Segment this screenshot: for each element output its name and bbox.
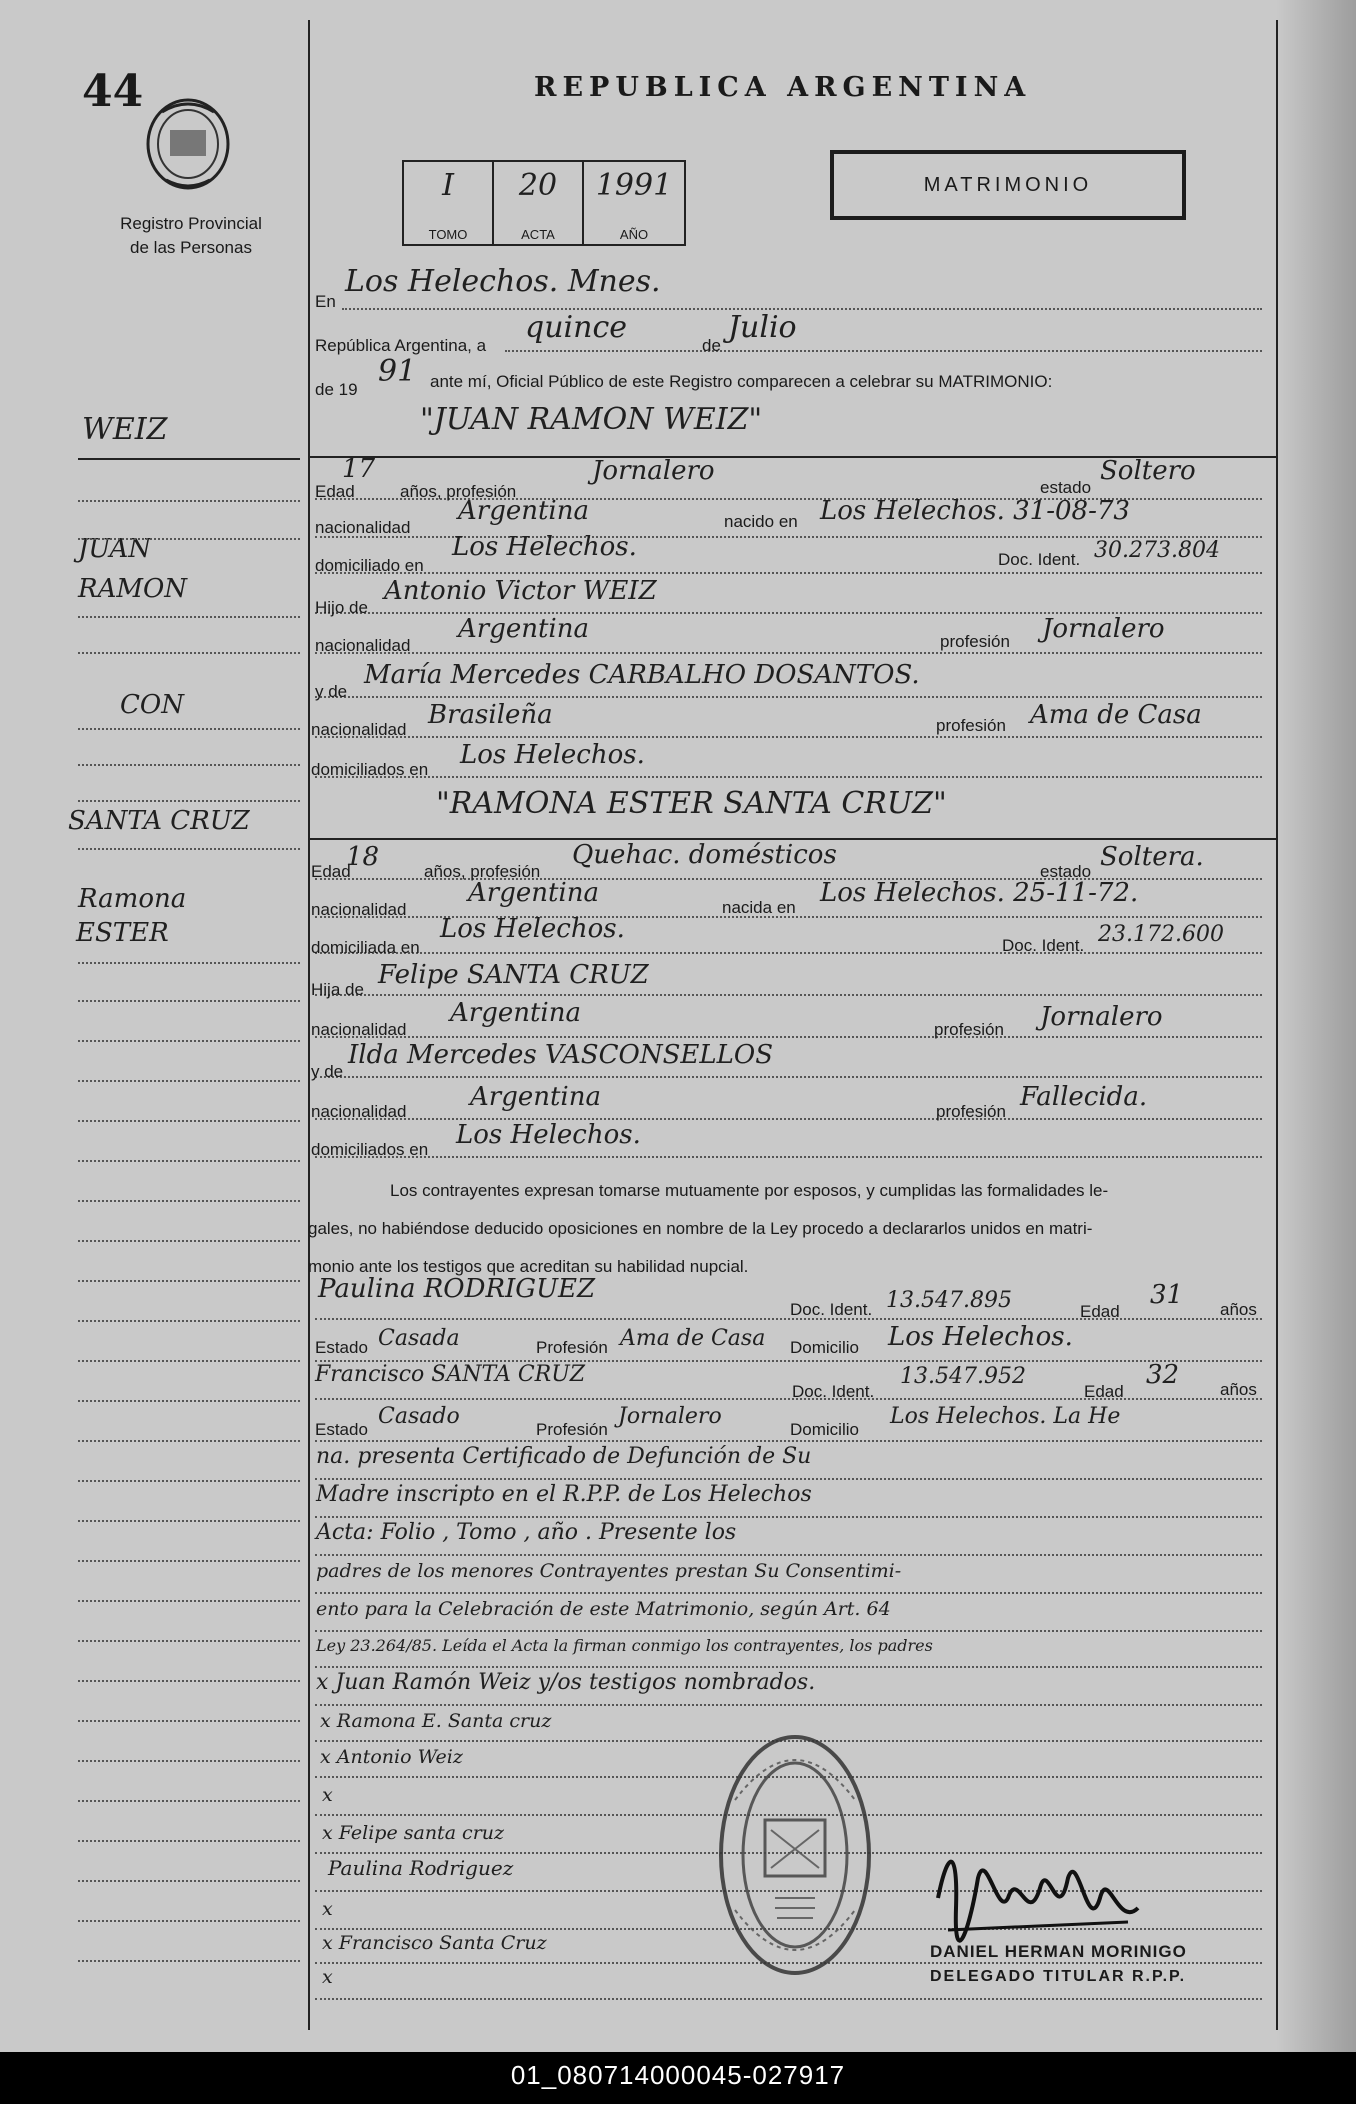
margin-groom-surname: WEIZ [82,412,168,447]
signature-3: x [322,1784,333,1806]
bride-profession: Quehac. domésticos [572,840,837,870]
bride-father-nationality-label: nacionalidad [311,1020,407,1039]
bride-parents-domicile: Los Helechos. [456,1120,641,1150]
witness-2-doc: 13.547.952 [900,1364,1026,1389]
groom-father: Antonio Victor WEIZ [384,576,657,606]
witness-1-profession-label: Profesión [536,1338,608,1357]
groom-mother-profession-label: profesión [936,716,1006,735]
bride-mother-profession: Fallecida. [1020,1082,1148,1112]
right-border [1276,20,1278,2030]
bride-nationality: Argentina [468,878,599,908]
groom-doc: 30.273.804 [1094,538,1220,563]
groom-father-label: Hijo de [315,598,368,617]
witness-1-doc-label: Doc. Ident. [790,1300,873,1319]
witness-2-status: Casado [378,1404,460,1429]
book-reference-box [402,160,686,246]
signature-4: x Felipe santa cruz [322,1822,505,1844]
margin-bride-name-2: ESTER [76,918,169,948]
witness-2-status-label: Estado [315,1420,368,1439]
record-type-box: MATRIMONIO [830,150,1186,220]
note-line-1: na. presenta Certificado de Defunción de Su [316,1444,812,1469]
registry-name [96,212,286,260]
groom-father-profession: Jornalero [1042,614,1165,644]
signature-7: x Francisco Santa Cruz [322,1932,547,1954]
ano-label: AÑO [619,227,649,242]
registry-seal-icon [715,1730,875,1980]
witness-1-age-label: Edad [1080,1302,1120,1321]
bride-mother-label: y de [311,1062,344,1081]
witness-1-anos-label: años [1220,1300,1257,1319]
groom-profession-label: años, profesión [400,482,517,501]
groom-birth: Los Helechos. 31-08-73 [820,496,1130,526]
registry-line-1: Registro Provincial [120,214,262,233]
declaration-text [308,1172,1264,1286]
page-shadow [1276,0,1356,2052]
month-value: Julio [728,310,797,345]
witness-1-name: Paulina RODRIGUEZ [318,1274,596,1304]
year-suffix: 91 [378,354,417,389]
witness-2-age: 32 [1146,1360,1180,1390]
witness-1-status: Casada [378,1326,460,1351]
bride-doc: 23.172.600 [1098,922,1224,947]
year-prefix: de 19 [315,380,358,399]
groom-status: Soltero [1100,456,1196,486]
groom-mother-nationality-label: nacionalidad [311,720,407,739]
witness-1-domicile-label: Domicilio [790,1338,859,1357]
officer-title: DELEGADO TITULAR R.P.P. [930,1968,1187,1985]
bride-father-nationality: Argentina [450,998,581,1028]
groom-domicile-label: domiciliado en [315,556,424,575]
groom-profession: Jornalero [592,456,715,486]
witness-2-doc-label: Doc. Ident. [792,1382,875,1401]
margin-bride-surname: SANTA CRUZ [68,806,250,836]
groom-parents-domicile: Los Helechos. [460,740,645,770]
margin-con: CON [120,690,184,720]
groom-mother-nationality: Brasileña [428,700,553,730]
groom-parents-domicile-label: domiciliados en [311,760,429,779]
note-line-7: x Juan Ramón Weiz y/os testigos nombrados. [316,1670,816,1695]
groom-age: 17 [342,454,376,484]
witness-2-anos-label: años [1220,1380,1257,1399]
signature-6: x [322,1898,333,1920]
groom-father-nationality-label: nacionalidad [315,636,411,655]
ano-value: 1991 [595,168,673,203]
groom-full-name: "JUAN RAMON WEIZ" [420,402,763,437]
signature-5: Paulina Rodriguez [328,1856,514,1880]
declaration-line-1: Los contrayentes expresan tomarse mutuamente por esposos, y cumplidas las formalidades le- [390,1181,1109,1200]
groom-nationality: Argentina [458,496,589,526]
bride-father-profession-label: profesión [934,1020,1004,1039]
officer-name: DANIEL HERMAN MORINIGO [930,1942,1187,1961]
en-label: En [315,292,336,311]
margin-bride-name-1: Ramona [78,884,187,914]
registry-line-2: de las Personas [130,238,252,257]
document-code: 01_080714000045-027917 [510,2060,846,2090]
bride-status: Soltera. [1100,842,1204,872]
bride-born-label: nacida en [722,898,796,917]
bride-father: Felipe SANTA CRUZ [378,960,649,990]
bride-mother-nationality-label: nacionalidad [311,1102,407,1121]
groom-status-label: estado [1040,478,1092,497]
bride-mother-profession-label: profesión [936,1102,1006,1121]
declaration-line-3: monio ante los testigos que acreditan su habilidad nupcial. [308,1257,749,1276]
province-crest-icon [142,92,234,192]
witness-1-age: 31 [1150,1280,1184,1310]
witness-2-profession-label: Profesión [536,1420,608,1439]
bride-nationality-label: nacionalidad [311,900,407,919]
signature-1: x Ramona E. Santa cruz [320,1710,552,1732]
bride-status-label: estado [1040,862,1092,881]
de-label: de [702,336,721,355]
country-title: REPUBLICA ARGENTINA [534,72,1032,103]
intro-statement: ante mí, Oficial Público de este Registro comparecen a celebrar su MATRIMONIO: [430,372,1053,391]
bride-age: 18 [346,842,380,872]
witness-1-domicile: Los Helechos. [888,1322,1073,1352]
note-line-2: Madre inscripto en el R.P.P. de Los Helechos [316,1482,812,1507]
note-line-4: padres de los menores Contrayentes prestan Su Consentimi- [316,1560,902,1582]
witness-2-name: Francisco SANTA CRUZ [315,1362,586,1387]
tomo-value: I [442,168,454,203]
note-line-3: Acta: Folio , Tomo , año . Presente los [316,1520,737,1545]
bride-profession-label: años, profesión [424,862,541,881]
groom-born-label: nacido en [724,512,798,531]
margin-groom-name-2: RAMON [78,574,188,604]
witness-1-status-label: Estado [315,1338,368,1357]
groom-mother-profession: Ama de Casa [1030,700,1202,730]
margin-divider [308,20,310,2030]
witness-2-domicile: Los Helechos. La He [890,1404,1121,1429]
bride-father-label: Hija de [311,980,364,999]
republica-label: República Argentina, a [315,336,487,355]
bride-domicile-label: domiciliada en [311,938,420,957]
acta-value: 20 [518,168,558,203]
officer-signature-icon [928,1838,1148,1948]
acta-label: ACTA [521,227,555,242]
signature-2: x Antonio Weiz [320,1746,463,1768]
bride-full-name: "RAMONA ESTER SANTA CRUZ" [436,786,947,821]
groom-doc-label: Doc. Ident. [998,550,1081,569]
bride-birth: Los Helechos. 25-11-72. [820,878,1139,908]
bride-father-profession: Jornalero [1040,1002,1163,1032]
bride-mother: Ilda Mercedes VASCONSELLOS [348,1040,774,1070]
witness-1-doc: 13.547.895 [886,1288,1012,1313]
groom-nationality-label: nacionalidad [315,518,411,537]
signature-8: x [322,1966,333,1988]
bride-mother-nationality: Argentina [470,1082,601,1112]
declaration-line-2: gales, no habiéndose deducido oposiciones en nombre de la Ley procedo a declararlos unidos en matri- [308,1219,1093,1238]
bride-age-label: Edad [311,862,351,881]
margin-groom-name-1: JUAN [78,534,152,564]
witness-1-profession: Ama de Casa [620,1326,766,1351]
groom-mother-label: y de [315,682,348,701]
witness-2-domicile-label: Domicilio [790,1420,859,1439]
folio-number: 44 [82,66,144,117]
tomo-label: TOMO [428,227,468,242]
bride-doc-label: Doc. Ident. [1002,936,1085,955]
witness-2-profession: Jornalero [618,1404,722,1429]
note-line-5: ento para la Celebración de este Matrimonio, según Art. 64 [316,1598,891,1620]
place-value: Los Helechos. Mnes. [345,264,661,299]
bride-domicile: Los Helechos. [440,914,625,944]
groom-father-nationality: Argentina [458,614,589,644]
groom-domicile: Los Helechos. [452,532,637,562]
groom-age-label: Edad [315,482,355,501]
groom-father-profession-label: profesión [940,632,1010,651]
day-value: quince [525,310,627,345]
groom-mother: María Mercedes CARBALHO DOSANTOS. [364,660,920,690]
note-line-6: Ley 23.264/85. Leída el Acta la firman conmigo los contrayentes, los padres [316,1636,933,1655]
witness-2-age-label: Edad [1084,1382,1124,1401]
bride-parents-domicile-label: domiciliados en [311,1140,429,1159]
